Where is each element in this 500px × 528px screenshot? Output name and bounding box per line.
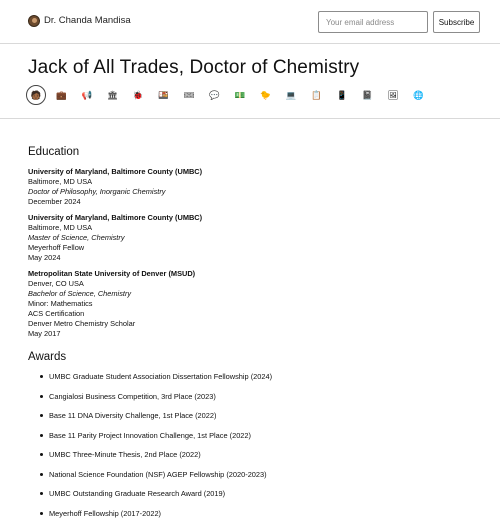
extra-detail: Meyerhoff Fellow xyxy=(28,243,202,253)
briefcase-icon[interactable] xyxy=(52,85,72,105)
home-icon-glyph: 🧑🏾 xyxy=(31,91,42,100)
school-location: Baltimore, MD USA xyxy=(28,223,202,233)
date: December 2024 xyxy=(28,197,202,207)
laptop-icon[interactable] xyxy=(281,85,301,105)
money-icon[interactable] xyxy=(230,85,250,105)
school-name: University of Maryland, Baltimore County (UMBC) xyxy=(28,213,202,223)
megaphone-icon[interactable] xyxy=(77,85,97,105)
avatar[interactable] xyxy=(28,15,40,27)
school-name: Metropolitan State University of Denver (MSUD) xyxy=(28,269,195,279)
page-title: Jack of All Trades, Doctor of Chemistry xyxy=(28,57,359,79)
email-input[interactable] xyxy=(318,11,428,33)
globe-icon[interactable] xyxy=(409,85,429,105)
duck-icon[interactable] xyxy=(256,85,276,105)
picture-icon-glyph: 🖼 xyxy=(388,91,399,100)
award-item: Base 11 Parity Project Innovation Challenge, 1st Place (2022) xyxy=(40,431,272,451)
education-entry xyxy=(28,269,195,339)
degree: Doctor of Philosophy, Inorganic Chemistry xyxy=(28,187,202,197)
ticket-icon[interactable] xyxy=(179,85,199,105)
speech-bubble-icon[interactable] xyxy=(205,85,225,105)
award-item: UMBC Graduate Student Association Dissertation Fellowship (2024) xyxy=(40,372,272,392)
award-item: Cangialosi Business Competition, 3rd Place (2023) xyxy=(40,392,272,412)
home-icon[interactable] xyxy=(26,85,46,105)
education-entry xyxy=(28,213,202,263)
notebook-icon-glyph: 📓 xyxy=(362,91,373,100)
ticket-icon-glyph: 🎟 xyxy=(184,91,195,100)
degree: Bachelor of Science, Chemistry xyxy=(28,289,195,299)
globe-icon-glyph: 🌐 xyxy=(413,91,424,100)
education-heading: Education xyxy=(28,146,79,158)
site-name[interactable]: Dr. Chanda Mandisa xyxy=(44,15,131,26)
ladybug-icon[interactable] xyxy=(128,85,148,105)
bento-icon-glyph: 🍱 xyxy=(158,91,169,100)
picture-icon[interactable] xyxy=(383,85,403,105)
ladybug-icon-glyph: 🐞 xyxy=(133,91,144,100)
award-item: UMBC Three-Minute Thesis, 2nd Place (2022) xyxy=(40,450,272,470)
degree: Master of Science, Chemistry xyxy=(28,233,202,243)
clipboard-icon[interactable] xyxy=(307,85,327,105)
extra-detail: ACS Certification xyxy=(28,309,195,319)
duck-icon-glyph: 🐤 xyxy=(260,91,271,100)
school-name: University of Maryland, Baltimore County (UMBC) xyxy=(28,167,202,177)
phone-icon[interactable] xyxy=(332,85,352,105)
award-item: National Science Foundation (NSF) AGEP Fellowship (2020-2023) xyxy=(40,470,272,490)
laptop-icon-glyph: 💻 xyxy=(286,91,297,100)
clipboard-icon-glyph: 📋 xyxy=(311,91,322,100)
subscribe-button[interactable]: Subscribe xyxy=(433,11,480,33)
extra-detail: Minor: Mathematics xyxy=(28,299,195,309)
extra-detail: Denver Metro Chemistry Scholar xyxy=(28,319,195,329)
awards-heading: Awards xyxy=(28,351,66,363)
money-icon-glyph: 💵 xyxy=(235,91,246,100)
phone-icon-glyph: 📱 xyxy=(337,91,348,100)
education-entry xyxy=(28,167,202,207)
bank-icon[interactable] xyxy=(103,85,123,105)
notebook-icon[interactable] xyxy=(358,85,378,105)
bank-icon-glyph: 🏛 xyxy=(107,91,118,100)
megaphone-icon-glyph: 📢 xyxy=(82,91,93,100)
award-item: Meyerhoff Fellowship (2017-2022) xyxy=(40,509,272,528)
awards-list xyxy=(40,372,272,528)
divider xyxy=(0,118,500,119)
date: May 2017 xyxy=(28,329,195,339)
school-location: Baltimore, MD USA xyxy=(28,177,202,187)
school-location: Denver, CO USA xyxy=(28,279,195,289)
award-item: UMBC Outstanding Graduate Research Award (2019) xyxy=(40,489,272,509)
bento-icon[interactable] xyxy=(154,85,174,105)
award-item: Base 11 DNA Diversity Challenge, 1st Place (2022) xyxy=(40,411,272,431)
speech-bubble-icon-glyph: 💬 xyxy=(209,91,220,100)
icon-nav xyxy=(26,85,446,105)
briefcase-icon-glyph: 💼 xyxy=(56,91,67,100)
site-header xyxy=(0,0,500,44)
date: May 2024 xyxy=(28,253,202,263)
